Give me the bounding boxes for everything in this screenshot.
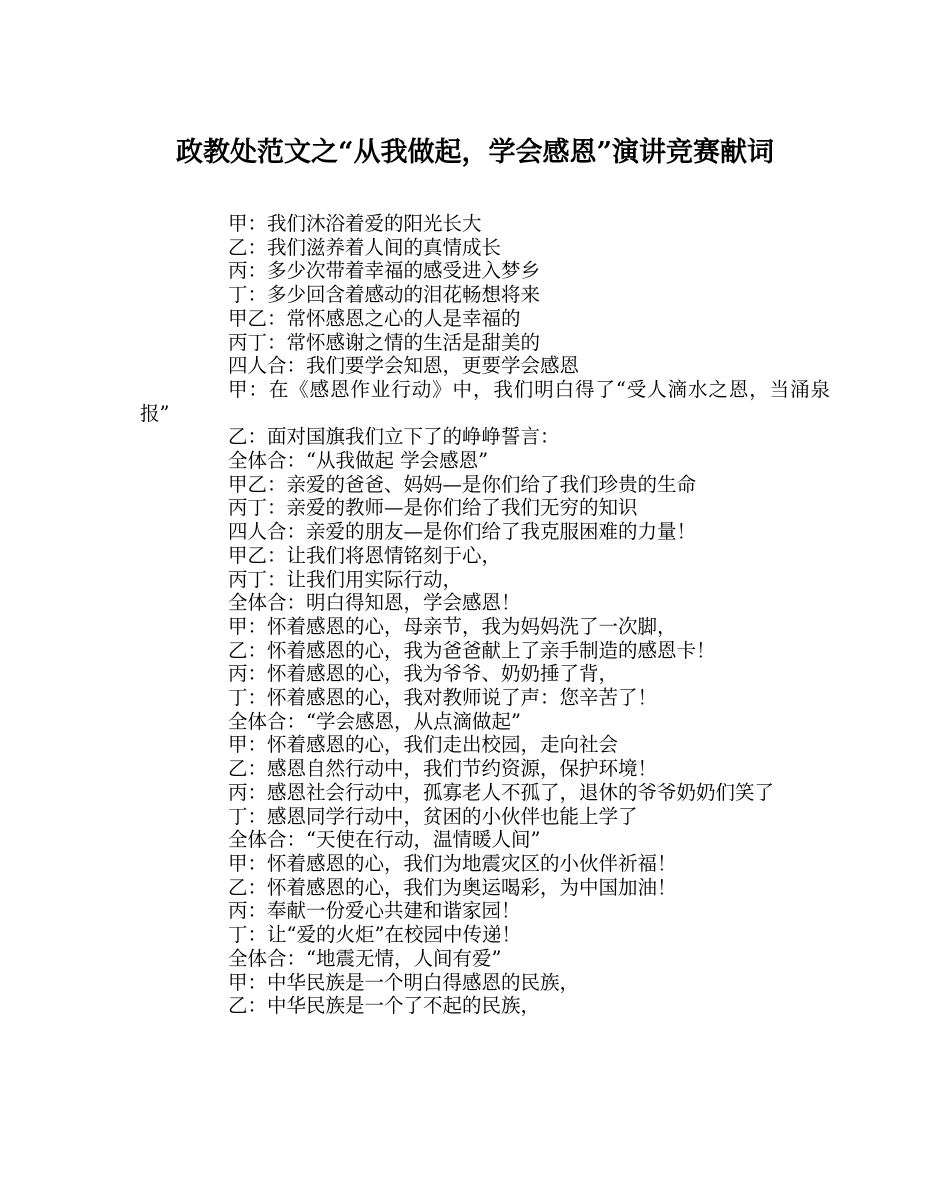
script-line: 丙：多少次带着幸福的感受进入梦乡 <box>228 259 541 283</box>
script-line: 乙：怀着感恩的心，我们为奥运喝彩，为中国加油！ <box>228 875 677 899</box>
document-body <box>140 212 830 1018</box>
script-line: 全体合：“地震无情，人间有爱” <box>228 946 502 970</box>
script-line: 丁：多少回含着感动的泪花畅想将来 <box>228 283 541 307</box>
script-line: 乙：中华民族是一个了不起的民族， <box>228 994 541 1018</box>
script-line: 甲：怀着感恩的心，我们为地震灾区的小伙伴祈福！ <box>228 851 677 875</box>
script-line: 四人合：我们要学会知恩，更要学会感恩 <box>228 354 580 378</box>
document-title: 政教处范文之“从我做起，学会感恩”演讲竞赛献词 <box>175 137 775 168</box>
script-line: 甲乙：让我们将恩情铭刻于心， <box>228 543 502 567</box>
script-line: 乙：感恩自然行动中，我们节约资源，保护环境！ <box>228 757 658 781</box>
script-line: 甲乙：常怀感恩之心的人是幸福的 <box>228 306 521 330</box>
script-line: 丙：怀着感恩的心，我为爷爷、奶奶捶了背， <box>228 662 619 686</box>
script-line: 丁：让“爱的火炬”在校园中传递！ <box>228 923 521 947</box>
script-line: 乙：我们滋养着人间的真情成长 <box>228 235 502 259</box>
script-line: 全体合：“天使在行动，温情暖人间” <box>228 828 541 852</box>
script-line: 全体合：明白得知恩，学会感恩！ <box>228 591 521 615</box>
script-line: 全体合：“学会感恩，从点滴做起” <box>228 709 521 733</box>
script-line: 丙丁：亲爱的教师—是你们给了我们无穷的知识 <box>228 496 638 520</box>
script-line: 甲乙：亲爱的爸爸、妈妈—是你们给了我们珍贵的生命 <box>228 472 697 496</box>
script-line: 乙：怀着感恩的心，我为爸爸献上了亲手制造的感恩卡！ <box>228 638 716 662</box>
script-line: 乙：面对国旗我们立下了的峥峥誓言： <box>228 425 560 449</box>
script-line: 丙：奉献一份爱心共建和谐家园！ <box>228 899 521 923</box>
script-line: 甲：中华民族是一个明白得感恩的民族， <box>228 970 580 994</box>
script-line: 甲：在《感恩作业行动》中，我们明白得了“受人滴水之恩，当涌泉报” <box>140 377 830 425</box>
script-line: 丁：怀着感恩的心，我对教师说了声：您辛苦了！ <box>228 686 658 710</box>
script-line: 全体合：“从我做起 学会感恩” <box>228 449 489 473</box>
script-line: 甲：怀着感恩的心，母亲节，我为妈妈洗了一次脚， <box>228 614 677 638</box>
script-line: 丙丁：常怀感谢之情的生活是甜美的 <box>228 330 541 354</box>
script-line: 丙：感恩社会行动中，孤寡老人不孤了，退休的爷爷奶奶们笑了 <box>228 780 775 804</box>
script-line: 甲：我们沐浴着爱的阳光长大 <box>228 212 482 235</box>
script-line: 四人合：亲爱的朋友—是你们给了我克服困难的力量！ <box>228 520 697 544</box>
script-line: 丁：感恩同学行动中，贫困的小伙伴也能上学了 <box>228 804 638 828</box>
script-line: 甲：怀着感恩的心，我们走出校园，走向社会 <box>228 733 619 757</box>
script-line: 丙丁：让我们用实际行动， <box>228 567 463 591</box>
